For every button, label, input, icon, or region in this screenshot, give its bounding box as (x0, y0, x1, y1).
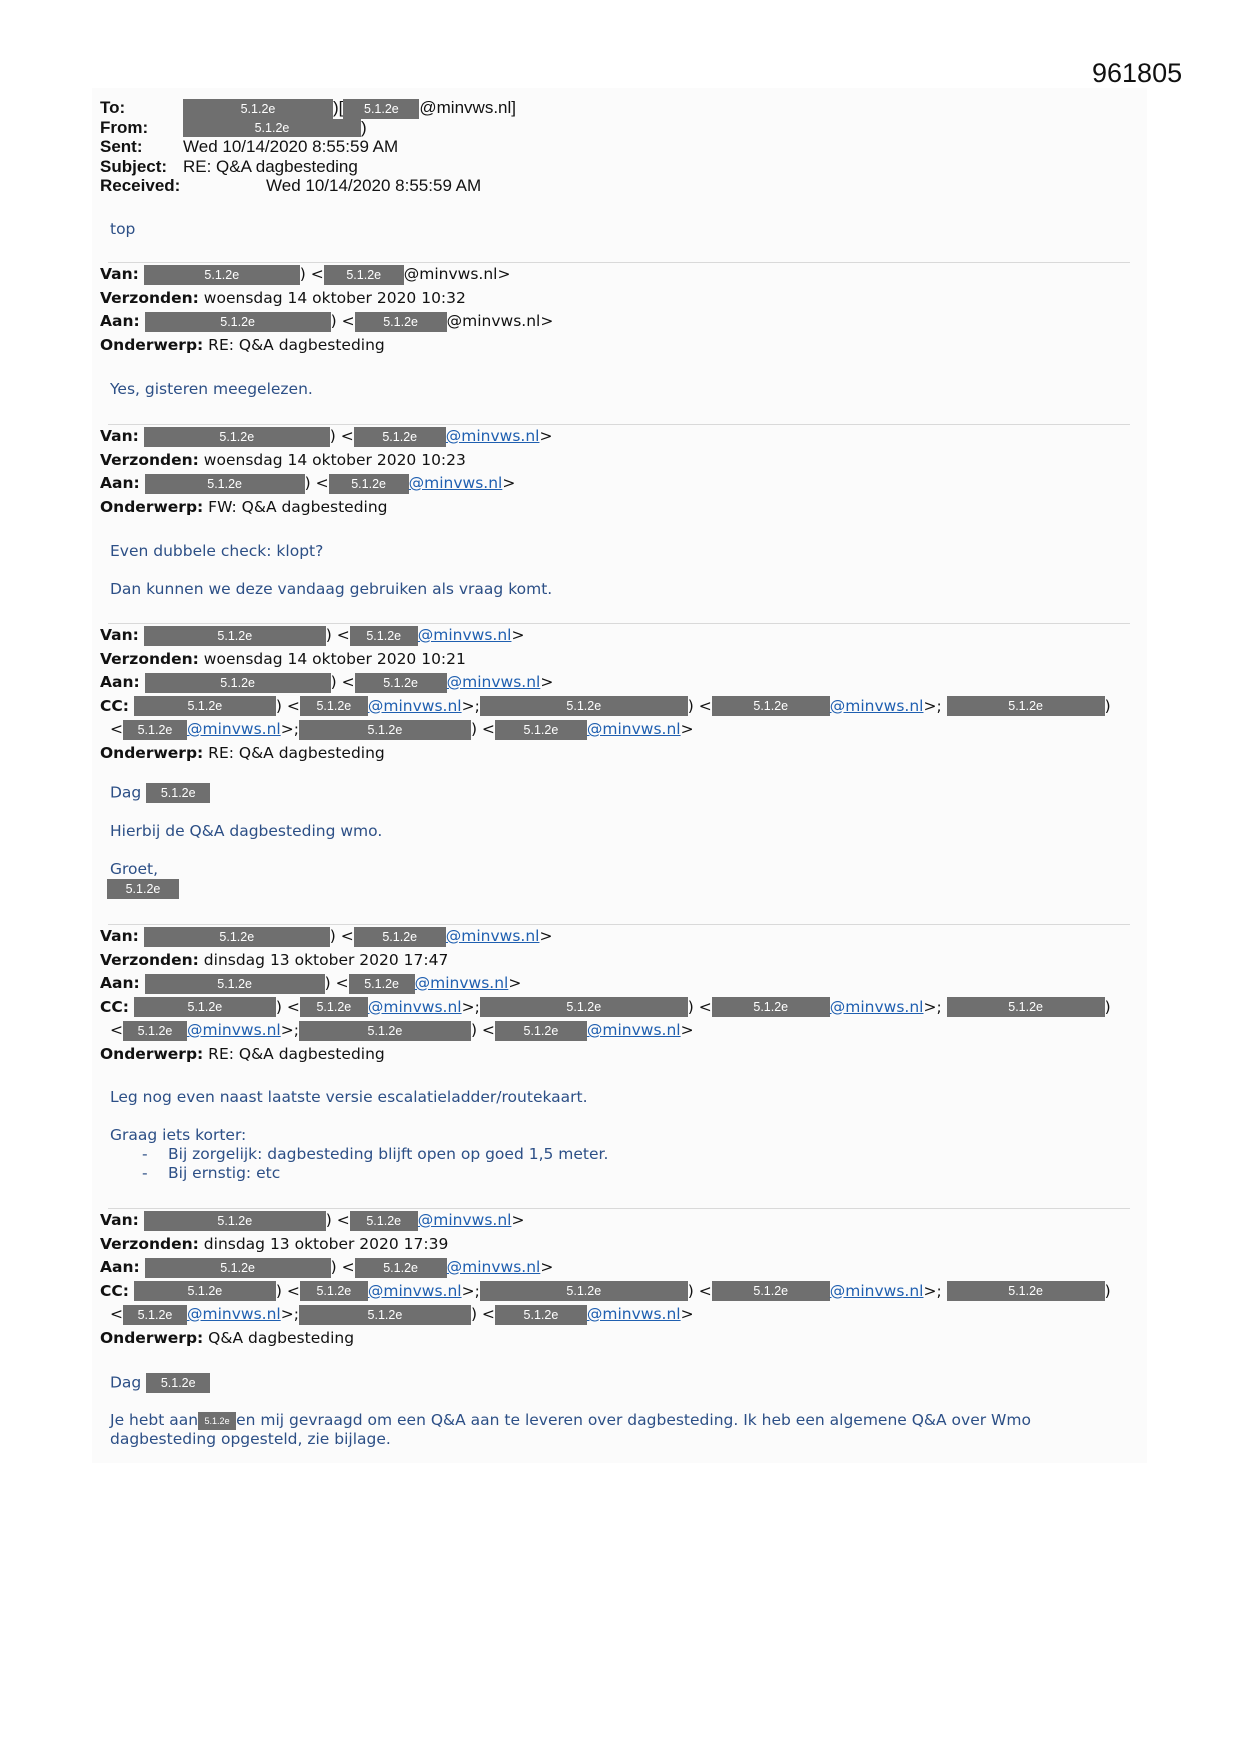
verzonden-label: Verzonden: (100, 649, 199, 668)
onderwerp-value: RE: Q&A dagbesteding (208, 743, 385, 762)
redaction-box: 5.1.2e (144, 626, 326, 646)
punct: ) (361, 117, 367, 137)
to-tail: @minvws.nl] (419, 98, 516, 117)
verzonden-value: woensdag 14 oktober 2020 10:21 (203, 649, 466, 668)
cc-label: CC: (100, 1281, 129, 1300)
closing: Groet, (110, 860, 159, 878)
greeting-line (110, 1373, 1031, 1393)
email-link[interactable]: @minvws.nl (187, 720, 281, 738)
onderwerp-value: RE: Q&A dagbesteding (208, 1044, 385, 1063)
email-link[interactable]: @minvws.nl (445, 427, 540, 445)
verzonden-label: Verzonden: (100, 950, 199, 969)
body-paragraph: Graag iets korter: (110, 1126, 247, 1144)
onderwerp-row (100, 742, 1111, 766)
onderwerp-value: FW: Q&A dagbesteding (208, 497, 388, 516)
list-item-text: Bij zorgelijk: dagbesteding blijft open op goed 1,5 meter. (168, 1145, 609, 1163)
onderwerp-label: Onderwerp: (100, 335, 204, 354)
email-3-body (110, 783, 382, 899)
verzonden-row (100, 1233, 1111, 1257)
redaction-box: 5.1.2e (947, 1281, 1105, 1301)
redaction-box: 5.1.2e (146, 1373, 210, 1393)
redaction-box: 5.1.2e (145, 474, 305, 494)
greeting: Dag (110, 1373, 142, 1392)
body-paragraph: Even dubbele check: klopt? (110, 542, 324, 560)
onderwerp-row (100, 1327, 1111, 1351)
redaction-box: 5.1.2e (495, 1021, 587, 1041)
redaction-box: 5.1.2e (712, 1281, 830, 1301)
van-row (100, 263, 553, 287)
verzonden-label: Verzonden: (100, 450, 199, 469)
van-label: Van: (100, 427, 139, 445)
punct: ) < (329, 927, 354, 945)
redaction-box: 5.1.2e (355, 1258, 447, 1278)
punct: > (680, 1305, 694, 1323)
header-to-row (100, 98, 516, 118)
redaction-box: 5.1.2e (355, 673, 447, 693)
van-label: Van: (100, 927, 139, 945)
cc-row-cont (100, 1019, 1111, 1043)
redaction-box: 5.1.2e (480, 997, 688, 1017)
punct: >; (461, 696, 480, 715)
punct: )[ (333, 98, 344, 117)
cc-row (100, 1280, 1111, 1304)
punct: >; (923, 1281, 942, 1300)
redaction-box: 5.1.2e (183, 99, 333, 119)
verzonden-row (100, 449, 552, 473)
punct: > (540, 312, 554, 330)
punct: >; (461, 1281, 480, 1300)
punct: ) < (470, 720, 495, 738)
redaction-box: 5.1.2e (495, 1305, 587, 1325)
aan-label: Aan: (100, 474, 140, 492)
redaction-box: 5.1.2e (300, 696, 368, 716)
van-row (100, 425, 552, 449)
onderwerp-row (100, 1043, 1111, 1067)
email-link[interactable]: @minvws.nl (367, 696, 462, 715)
list-item: - Bij zorgelijk: dagbesteding blijft open op goed 1,5 meter. (142, 1145, 609, 1163)
redaction-box: 5.1.2e (350, 626, 418, 646)
redaction-box: 5.1.2e (300, 997, 368, 1017)
redaction-box: 5.1.2e (107, 879, 179, 899)
punct: ) (1104, 997, 1111, 1016)
redaction-box: 5.1.2e (134, 696, 276, 716)
redaction-box: 5.1.2e (123, 1305, 187, 1325)
onderwerp-value: RE: Q&A dagbesteding (208, 335, 385, 354)
email-link[interactable]: @minvws.nl (586, 1021, 681, 1039)
redaction-box: 5.1.2e (299, 720, 471, 740)
redaction-box: 5.1.2e (198, 1412, 236, 1430)
redaction-box: 5.1.2e (947, 997, 1105, 1017)
redaction-box: 5.1.2e (324, 265, 404, 285)
email-link[interactable]: @minvws.nl (187, 1305, 281, 1323)
redaction-box: 5.1.2e (144, 1211, 326, 1231)
aan-label: Aan: (100, 1258, 140, 1276)
sent-label: Sent: (100, 137, 143, 156)
body-text: Je hebt aan (110, 1411, 199, 1429)
punct: ) < (325, 1211, 350, 1229)
email-link[interactable]: @minvws.nl (829, 696, 924, 715)
verzonden-row (100, 648, 1111, 672)
redaction-box: 5.1.2e (134, 997, 276, 1017)
redaction-box: 5.1.2e (354, 427, 446, 447)
email-link[interactable]: @minvws.nl (586, 720, 681, 738)
email-3-headers (100, 624, 1111, 765)
punct: > (508, 974, 522, 992)
to-label: To: (100, 98, 126, 117)
punct: > (680, 1021, 694, 1039)
van-label: Van: (100, 1211, 139, 1229)
subject-value: RE: Q&A dagbesteding (183, 156, 358, 176)
punct: ) (1104, 696, 1111, 715)
redaction-box: 5.1.2e (480, 696, 688, 716)
punct: ) < (687, 696, 712, 715)
verzonden-value: dinsdag 13 oktober 2020 17:39 (203, 1234, 449, 1253)
punct: >; (461, 997, 480, 1016)
punct: ) < (330, 312, 355, 330)
redaction-box: 5.1.2e (480, 1281, 688, 1301)
cc-label: CC: (100, 696, 129, 715)
punct: < (110, 1021, 123, 1039)
redaction-box: 5.1.2e (299, 1021, 471, 1041)
greeting-line (110, 783, 382, 803)
redaction-box: 5.1.2e (123, 1021, 187, 1041)
onderwerp-label: Onderwerp: (100, 1044, 204, 1063)
punct: ) < (330, 1258, 355, 1276)
redaction-box: 5.1.2e (712, 997, 830, 1017)
verzonden-value: woensdag 14 oktober 2020 10:23 (203, 450, 466, 469)
redaction-box: 5.1.2e (354, 927, 446, 947)
aan-row (100, 671, 1111, 695)
body-paragraph (110, 1411, 1031, 1430)
punct: > (540, 1258, 554, 1276)
redaction-box: 5.1.2e (712, 696, 830, 716)
redaction-box: 5.1.2e (350, 1211, 418, 1231)
email-link[interactable]: @minvws.nl (417, 626, 512, 644)
redaction-box: 5.1.2e (329, 474, 409, 494)
header-received-row (100, 176, 516, 196)
redaction-box: 5.1.2e (299, 1305, 471, 1325)
email-link[interactable]: @minvws.nl (417, 1211, 512, 1229)
signature (107, 879, 382, 899)
email-link[interactable]: @minvws.nl (414, 974, 509, 992)
punct: ) < (324, 974, 349, 992)
sent-value: Wed 10/14/2020 8:55:59 AM (183, 137, 399, 156)
onderwerp-value: Q&A dagbesteding (208, 1328, 355, 1347)
header-subject-row (100, 157, 516, 177)
punct: < (110, 720, 123, 738)
punct: > (497, 265, 511, 283)
email-link[interactable]: @minvws.nl (187, 1021, 281, 1039)
cc-row-cont (100, 718, 1111, 742)
email-link[interactable]: @minvws.nl (408, 474, 503, 492)
van-row (100, 1209, 1111, 1233)
redaction-box: 5.1.2e (300, 1281, 368, 1301)
aan-row (100, 472, 552, 496)
punct: < (110, 1305, 123, 1323)
redaction-box: 5.1.2e (355, 312, 447, 332)
redaction-box: 5.1.2e (145, 312, 331, 332)
body-paragraph: Dan kunnen we deze vandaag gebruiken als vraag komt. (110, 580, 553, 598)
onderwerp-label: Onderwerp: (100, 1328, 204, 1347)
body-paragraph: dagbesteding opgesteld, zie bijlage. (110, 1430, 391, 1448)
header-from-row (100, 118, 516, 138)
onderwerp-row (100, 496, 552, 520)
email-link[interactable]: @minvws.nl (445, 927, 540, 945)
email-2-headers (100, 425, 552, 519)
punct: ) < (325, 626, 350, 644)
redaction-box: 5.1.2e (145, 974, 325, 994)
received-value: Wed 10/14/2020 8:55:59 AM (266, 176, 482, 195)
punct: ) < (304, 474, 329, 492)
punct: > (680, 720, 694, 738)
received-label: Received: (100, 176, 181, 195)
redaction-box: 5.1.2e (183, 119, 361, 137)
redaction-box: 5.1.2e (144, 927, 330, 947)
document-number: 961805 (1092, 58, 1183, 88)
greeting: Dag (110, 783, 142, 802)
punct: ) < (470, 1305, 495, 1323)
email-link[interactable]: @minvws.nl (586, 1305, 681, 1323)
redaction-box: 5.1.2e (146, 783, 210, 803)
redaction-box: 5.1.2e (123, 720, 187, 740)
punct: ) < (687, 997, 712, 1016)
aan-label: Aan: (100, 312, 140, 330)
aan-row (100, 1256, 1111, 1280)
email-link[interactable]: @minvws.nl (829, 1281, 924, 1300)
from-label: From: (100, 117, 149, 137)
punct: > (511, 626, 525, 644)
punct: > (502, 474, 516, 492)
punct: ) < (275, 997, 300, 1016)
email-1-body (110, 380, 313, 399)
verzonden-value: dinsdag 13 oktober 2020 17:47 (203, 950, 449, 969)
punct: ) < (275, 1281, 300, 1300)
redaction-box: 5.1.2e (947, 696, 1105, 716)
aan-row (100, 972, 1111, 996)
punct: >; (923, 997, 942, 1016)
punct: >; (280, 1305, 299, 1323)
aan-row (100, 310, 553, 334)
punct: >; (280, 720, 299, 738)
verzonden-row (100, 949, 1111, 973)
bullet-list (110, 1145, 608, 1183)
email-4-headers (100, 925, 1111, 1066)
body-text: en mij gevraagd om een Q&A aan te leveren over dagbesteding. Ik heb een algemene Q&A over Wmo (236, 1411, 1031, 1429)
onderwerp-label: Onderwerp: (100, 497, 204, 516)
redaction-box: 5.1.2e (349, 974, 415, 994)
email-link[interactable]: @minvws.nl (829, 997, 924, 1016)
punct: > (511, 1211, 525, 1229)
redaction-box: 5.1.2e (144, 427, 330, 447)
email-link[interactable]: @minvws.nl (367, 997, 462, 1016)
top-link[interactable]: top (110, 220, 136, 238)
cc-row (100, 996, 1111, 1020)
email-5-body (110, 1373, 1031, 1449)
punct: ) < (299, 265, 324, 283)
cc-label: CC: (100, 997, 129, 1016)
punct: > (539, 927, 553, 945)
van-row (100, 624, 1111, 648)
verzonden-row (100, 287, 553, 311)
header-sent-row (100, 137, 516, 157)
email-link[interactable]: @minvws.nl (367, 1281, 462, 1300)
email-link[interactable]: @minvws.nl (446, 1258, 541, 1276)
punct: ) < (330, 673, 355, 691)
verzonden-value: woensdag 14 oktober 2020 10:32 (203, 288, 466, 307)
punct: ) < (275, 696, 300, 715)
van-label: Van: (100, 626, 139, 644)
aan-label: Aan: (100, 673, 140, 691)
verzonden-label: Verzonden: (100, 1234, 199, 1253)
redaction-box: 5.1.2e (144, 265, 300, 285)
redaction-box: 5.1.2e (134, 1281, 276, 1301)
body-paragraph: Leg nog even naast laatste versie escalatieladder/routekaart. (110, 1088, 588, 1106)
punct: ) < (329, 427, 354, 445)
redaction-box: 5.1.2e (145, 1258, 331, 1278)
email-1-headers (100, 263, 553, 357)
email-link[interactable]: @minvws.nl (446, 673, 541, 691)
van-row (100, 925, 1111, 949)
onderwerp-row (100, 334, 553, 358)
list-item-text: Bij ernstig: etc (168, 1164, 281, 1182)
redaction-box: 5.1.2e (495, 720, 587, 740)
subject-label: Subject: (100, 156, 168, 176)
van-label: Van: (100, 265, 139, 283)
redaction-box: 5.1.2e (145, 673, 331, 693)
punct: > (539, 427, 553, 445)
email-4-body (110, 1088, 608, 1183)
cc-row (100, 695, 1111, 719)
punct: ) < (687, 1281, 712, 1300)
onderwerp-label: Onderwerp: (100, 743, 204, 762)
punct: ) (1104, 1281, 1111, 1300)
punct: >; (923, 696, 942, 715)
list-item: - Bij ernstig: etc (142, 1164, 281, 1182)
aan-label: Aan: (100, 974, 140, 992)
verzonden-label: Verzonden: (100, 288, 199, 307)
punct: > (540, 673, 554, 691)
email-2-body (110, 542, 552, 599)
email-header (100, 98, 516, 196)
body-paragraph: Hierbij de Q&A dagbesteding wmo. (110, 822, 383, 840)
email-domain: @minvws.nl (403, 265, 498, 283)
redaction-box: 5.1.2e (343, 99, 419, 119)
body-paragraph: Yes, gisteren meegelezen. (110, 380, 313, 398)
punct: >; (280, 1021, 299, 1039)
punct: ) < (470, 1021, 495, 1039)
email-5-headers (100, 1209, 1111, 1350)
email-domain: @minvws.nl (446, 312, 541, 330)
top-link-wrap (110, 220, 135, 239)
cc-row-cont (100, 1303, 1111, 1327)
